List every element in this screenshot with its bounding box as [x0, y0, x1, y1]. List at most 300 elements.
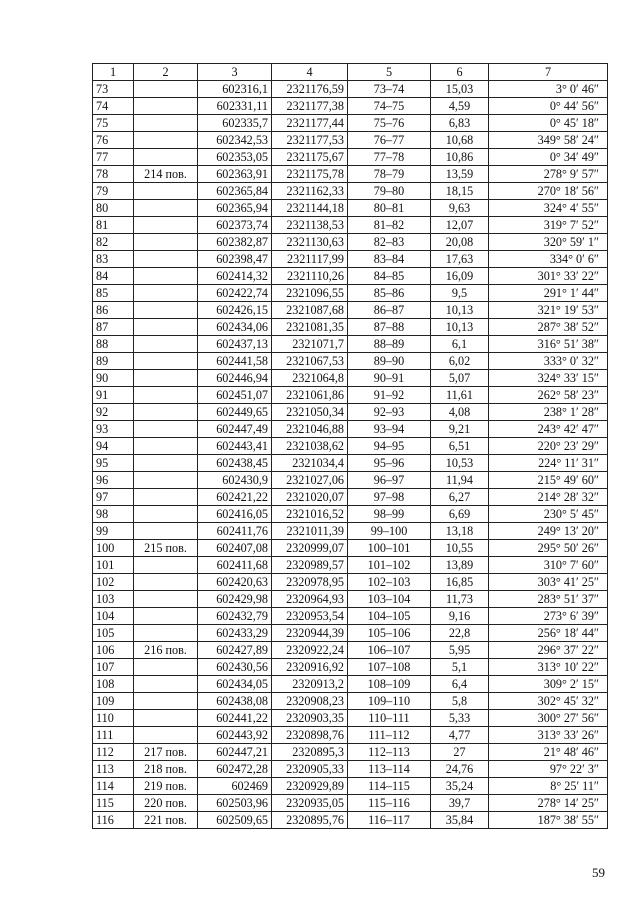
bearing-cell: 0° 44′ 56″ [489, 98, 608, 115]
point-number-cell: 112 [93, 744, 134, 761]
x-coordinate-cell: 602434,06 [198, 319, 272, 336]
point-number-cell: 81 [93, 217, 134, 234]
turn-label-cell [134, 523, 198, 540]
point-number-cell: 114 [93, 778, 134, 795]
x-coordinate-cell: 602472,28 [198, 761, 272, 778]
x-coordinate-cell: 602407,08 [198, 540, 272, 557]
length-cell: 9,16 [431, 608, 489, 625]
turn-label-cell [134, 285, 198, 302]
segment-cell: 81–82 [348, 217, 431, 234]
x-coordinate-cell: 602414,32 [198, 268, 272, 285]
x-coordinate-cell: 602469 [198, 778, 272, 795]
bearing-cell: 3° 0′ 46″ [489, 81, 608, 98]
length-cell: 6,02 [431, 353, 489, 370]
point-number-cell: 113 [93, 761, 134, 778]
bearing-cell: 214° 28′ 32″ [489, 489, 608, 506]
y-coordinate-cell: 2321110,26 [272, 268, 348, 285]
table-row [93, 268, 608, 285]
y-coordinate-cell: 2321177,38 [272, 98, 348, 115]
point-number-cell: 80 [93, 200, 134, 217]
turn-label-cell [134, 608, 198, 625]
point-number-cell: 84 [93, 268, 134, 285]
bearing-cell: 230° 5′ 45″ [489, 506, 608, 523]
x-coordinate-cell: 602416,05 [198, 506, 272, 523]
y-coordinate-cell: 2321061,86 [272, 387, 348, 404]
y-coordinate-cell: 2320978,95 [272, 574, 348, 591]
point-number-cell: 107 [93, 659, 134, 676]
x-coordinate-cell: 602363,91 [198, 166, 272, 183]
turn-label-cell [134, 591, 198, 608]
length-cell: 24,76 [431, 761, 489, 778]
length-cell: 6,1 [431, 336, 489, 353]
segment-cell: 101–102 [348, 557, 431, 574]
length-cell: 5,95 [431, 642, 489, 659]
length-cell: 5,8 [431, 693, 489, 710]
y-coordinate-cell: 2321050,34 [272, 404, 348, 421]
point-number-cell: 91 [93, 387, 134, 404]
table-row [93, 132, 608, 149]
x-coordinate-cell: 602447,49 [198, 421, 272, 438]
x-coordinate-cell: 602430,9 [198, 472, 272, 489]
bearing-cell: 21° 48′ 46″ [489, 744, 608, 761]
table-row [93, 353, 608, 370]
length-cell: 10,86 [431, 149, 489, 166]
y-coordinate-cell: 2320908,23 [272, 693, 348, 710]
segment-cell: 96–97 [348, 472, 431, 489]
turn-label-cell: 215 пов. [134, 540, 198, 557]
point-number-cell: 74 [93, 98, 134, 115]
y-coordinate-cell: 2320935,05 [272, 795, 348, 812]
segment-cell: 97–98 [348, 489, 431, 506]
bearing-cell: 243° 42′ 47″ [489, 421, 608, 438]
segment-cell: 111–112 [348, 727, 431, 744]
bearing-cell: 349° 58′ 24″ [489, 132, 608, 149]
segment-cell: 107–108 [348, 659, 431, 676]
length-cell: 11,73 [431, 591, 489, 608]
bearing-cell: 0° 45′ 18″ [489, 115, 608, 132]
length-cell: 11,94 [431, 472, 489, 489]
turn-label-cell [134, 370, 198, 387]
table-row [93, 217, 608, 234]
point-number-cell: 77 [93, 149, 134, 166]
turn-label-cell [134, 319, 198, 336]
table-row [93, 200, 608, 217]
point-number-cell: 111 [93, 727, 134, 744]
point-number-cell: 85 [93, 285, 134, 302]
point-number-cell: 78 [93, 166, 134, 183]
point-number-cell: 105 [93, 625, 134, 642]
y-coordinate-cell: 2320953,54 [272, 608, 348, 625]
length-cell: 17,63 [431, 251, 489, 268]
header-cell-3: 3 [198, 64, 272, 81]
length-cell: 10,13 [431, 319, 489, 336]
x-coordinate-cell: 602441,58 [198, 353, 272, 370]
segment-cell: 102–103 [348, 574, 431, 591]
x-coordinate-cell: 602422,74 [198, 285, 272, 302]
x-coordinate-cell: 602443,92 [198, 727, 272, 744]
bearing-cell: 334° 0′ 6″ [489, 251, 608, 268]
x-coordinate-cell: 602365,84 [198, 183, 272, 200]
x-coordinate-cell: 602441,22 [198, 710, 272, 727]
table-row [93, 795, 608, 812]
point-number-cell: 92 [93, 404, 134, 421]
point-number-cell: 96 [93, 472, 134, 489]
point-number-cell: 83 [93, 251, 134, 268]
bearing-cell: 324° 4′ 55″ [489, 200, 608, 217]
turn-label-cell: 218 пов. [134, 761, 198, 778]
x-coordinate-cell: 602421,22 [198, 489, 272, 506]
x-coordinate-cell: 602427,89 [198, 642, 272, 659]
segment-cell: 87–88 [348, 319, 431, 336]
length-cell: 20,08 [431, 234, 489, 251]
point-number-cell: 73 [93, 81, 134, 98]
turn-label-cell [134, 625, 198, 642]
x-coordinate-cell: 602411,76 [198, 523, 272, 540]
length-cell: 6,69 [431, 506, 489, 523]
bearing-cell: 296° 37′ 22″ [489, 642, 608, 659]
length-cell: 5,33 [431, 710, 489, 727]
segment-cell: 85–86 [348, 285, 431, 302]
length-cell: 9,5 [431, 285, 489, 302]
y-coordinate-cell: 2320964,93 [272, 591, 348, 608]
table-row [93, 98, 608, 115]
segment-cell: 106–107 [348, 642, 431, 659]
point-number-cell: 75 [93, 115, 134, 132]
length-cell: 10,53 [431, 455, 489, 472]
turn-label-cell [134, 472, 198, 489]
bearing-cell: 187° 38′ 55″ [489, 812, 608, 829]
segment-cell: 82–83 [348, 234, 431, 251]
turn-label-cell [134, 710, 198, 727]
bearing-cell: 324° 33′ 15″ [489, 370, 608, 387]
turn-label-cell [134, 557, 198, 574]
y-coordinate-cell: 2320903,35 [272, 710, 348, 727]
y-coordinate-cell: 2320989,57 [272, 557, 348, 574]
bearing-cell: 215° 49′ 60″ [489, 472, 608, 489]
bearing-cell: 249° 13′ 20″ [489, 523, 608, 540]
point-number-cell: 93 [93, 421, 134, 438]
bearing-cell: 0° 34′ 49″ [489, 149, 608, 166]
point-number-cell: 100 [93, 540, 134, 557]
header-cell-5: 5 [348, 64, 431, 81]
y-coordinate-cell: 2321175,67 [272, 149, 348, 166]
point-number-cell: 106 [93, 642, 134, 659]
segment-cell: 94–95 [348, 438, 431, 455]
table-row [93, 81, 608, 98]
segment-cell: 86–87 [348, 302, 431, 319]
bearing-cell: 256° 18′ 44″ [489, 625, 608, 642]
x-coordinate-cell: 602429,98 [198, 591, 272, 608]
segment-cell: 95–96 [348, 455, 431, 472]
y-coordinate-cell: 2321130,63 [272, 234, 348, 251]
y-coordinate-cell: 2321087,68 [272, 302, 348, 319]
bearing-cell: 273° 6′ 39″ [489, 608, 608, 625]
turn-label-cell: 217 пов. [134, 744, 198, 761]
segment-cell: 112–113 [348, 744, 431, 761]
table-row [93, 727, 608, 744]
y-coordinate-cell: 2321176,59 [272, 81, 348, 98]
table-row [93, 540, 608, 557]
y-coordinate-cell: 2321016,52 [272, 506, 348, 523]
x-coordinate-cell: 602434,05 [198, 676, 272, 693]
bearing-cell: 302° 45′ 32″ [489, 693, 608, 710]
x-coordinate-cell: 602365,94 [198, 200, 272, 217]
y-coordinate-cell: 2321162,33 [272, 183, 348, 200]
segment-cell: 80–81 [348, 200, 431, 217]
segment-cell: 73–74 [348, 81, 431, 98]
turn-label-cell: 221 пов. [134, 812, 198, 829]
bearing-cell: 287° 38′ 52″ [489, 319, 608, 336]
point-number-cell: 103 [93, 591, 134, 608]
turn-label-cell [134, 251, 198, 268]
y-coordinate-cell: 2320898,76 [272, 727, 348, 744]
x-coordinate-cell: 602447,21 [198, 744, 272, 761]
table-row [93, 761, 608, 778]
segment-cell: 76–77 [348, 132, 431, 149]
table-row [93, 115, 608, 132]
length-cell: 6,4 [431, 676, 489, 693]
x-coordinate-cell: 602432,79 [198, 608, 272, 625]
bearing-cell: 97° 22′ 3″ [489, 761, 608, 778]
point-number-cell: 86 [93, 302, 134, 319]
turn-label-cell [134, 387, 198, 404]
length-cell: 10,55 [431, 540, 489, 557]
table-row [93, 166, 608, 183]
point-number-cell: 76 [93, 132, 134, 149]
turn-label-cell [134, 268, 198, 285]
segment-cell: 77–78 [348, 149, 431, 166]
segment-cell: 99–100 [348, 523, 431, 540]
y-coordinate-cell: 2321067,53 [272, 353, 348, 370]
segment-cell: 74–75 [348, 98, 431, 115]
table-row [93, 489, 608, 506]
turn-label-cell [134, 217, 198, 234]
segment-cell: 89–90 [348, 353, 431, 370]
coordinates-table [92, 63, 608, 829]
point-number-cell: 94 [93, 438, 134, 455]
segment-cell: 93–94 [348, 421, 431, 438]
bearing-cell: 303° 41′ 25″ [489, 574, 608, 591]
point-number-cell: 99 [93, 523, 134, 540]
length-cell: 6,83 [431, 115, 489, 132]
table-row [93, 574, 608, 591]
table-row [93, 506, 608, 523]
segment-cell: 88–89 [348, 336, 431, 353]
x-coordinate-cell: 602449,65 [198, 404, 272, 421]
turn-label-cell [134, 727, 198, 744]
y-coordinate-cell: 2321177,44 [272, 115, 348, 132]
point-number-cell: 108 [93, 676, 134, 693]
bearing-cell: 313° 10′ 22″ [489, 659, 608, 676]
turn-label-cell: 219 пов. [134, 778, 198, 795]
point-number-cell: 110 [93, 710, 134, 727]
bearing-cell: 301° 33′ 22″ [489, 268, 608, 285]
x-coordinate-cell: 602443,41 [198, 438, 272, 455]
length-cell: 12,07 [431, 217, 489, 234]
segment-cell: 90–91 [348, 370, 431, 387]
x-coordinate-cell: 602411,68 [198, 557, 272, 574]
table-row [93, 370, 608, 387]
bearing-cell: 310° 7′ 60″ [489, 557, 608, 574]
turn-label-cell [134, 81, 198, 98]
y-coordinate-cell: 2321144,18 [272, 200, 348, 217]
table-row [93, 251, 608, 268]
point-number-cell: 101 [93, 557, 134, 574]
table-row [93, 421, 608, 438]
table-row [93, 183, 608, 200]
y-coordinate-cell: 2321038,62 [272, 438, 348, 455]
x-coordinate-cell: 602353,05 [198, 149, 272, 166]
length-cell: 9,21 [431, 421, 489, 438]
bearing-cell: 321° 19′ 53″ [489, 302, 608, 319]
y-coordinate-cell: 2321096,55 [272, 285, 348, 302]
header-cell-4: 4 [272, 64, 348, 81]
header-cell-6: 6 [431, 64, 489, 81]
table-row [93, 710, 608, 727]
y-coordinate-cell: 2321020,07 [272, 489, 348, 506]
table-row [93, 557, 608, 574]
length-cell: 5,07 [431, 370, 489, 387]
table-row [93, 455, 608, 472]
y-coordinate-cell: 2320922,24 [272, 642, 348, 659]
point-number-cell: 89 [93, 353, 134, 370]
x-coordinate-cell: 602420,63 [198, 574, 272, 591]
segment-cell: 110–111 [348, 710, 431, 727]
segment-cell: 103–104 [348, 591, 431, 608]
bearing-cell: 320° 59′ 1″ [489, 234, 608, 251]
turn-label-cell [134, 149, 198, 166]
x-coordinate-cell: 602398,47 [198, 251, 272, 268]
turn-label-cell [134, 336, 198, 353]
y-coordinate-cell: 2321064,8 [272, 370, 348, 387]
header-cell-7: 7 [489, 64, 608, 81]
bearing-cell: 278° 9′ 57″ [489, 166, 608, 183]
turn-label-cell [134, 98, 198, 115]
turn-label-cell [134, 489, 198, 506]
segment-cell: 109–110 [348, 693, 431, 710]
length-cell: 6,51 [431, 438, 489, 455]
table-row [93, 336, 608, 353]
table-row [93, 523, 608, 540]
length-cell: 4,08 [431, 404, 489, 421]
length-cell: 4,59 [431, 98, 489, 115]
x-coordinate-cell: 602438,45 [198, 455, 272, 472]
table-row [93, 625, 608, 642]
table-row [93, 438, 608, 455]
x-coordinate-cell: 602509,65 [198, 812, 272, 829]
bearing-cell: 295° 50′ 26″ [489, 540, 608, 557]
bearing-cell: 319° 7′ 52″ [489, 217, 608, 234]
table-row [93, 285, 608, 302]
point-number-cell: 115 [93, 795, 134, 812]
segment-cell: 79–80 [348, 183, 431, 200]
turn-label-cell [134, 404, 198, 421]
header-row [93, 64, 608, 81]
y-coordinate-cell: 2321117,99 [272, 251, 348, 268]
bearing-cell: 278° 14′ 25″ [489, 795, 608, 812]
length-cell: 16,85 [431, 574, 489, 591]
segment-cell: 113–114 [348, 761, 431, 778]
point-number-cell: 109 [93, 693, 134, 710]
point-number-cell: 90 [93, 370, 134, 387]
length-cell: 13,59 [431, 166, 489, 183]
turn-label-cell: 216 пов. [134, 642, 198, 659]
bearing-cell: 309° 2′ 15″ [489, 676, 608, 693]
table-row [93, 744, 608, 761]
bearing-cell: 300° 27′ 56″ [489, 710, 608, 727]
turn-label-cell [134, 506, 198, 523]
turn-label-cell [134, 234, 198, 251]
table-row [93, 693, 608, 710]
length-cell: 5,1 [431, 659, 489, 676]
bearing-cell: 291° 1′ 44″ [489, 285, 608, 302]
turn-label-cell [134, 421, 198, 438]
table-row [93, 676, 608, 693]
turn-label-cell [134, 455, 198, 472]
bearing-cell: 262° 58′ 23″ [489, 387, 608, 404]
table-row [93, 812, 608, 829]
segment-cell: 116–117 [348, 812, 431, 829]
x-coordinate-cell: 602426,15 [198, 302, 272, 319]
turn-label-cell [134, 574, 198, 591]
turn-label-cell [134, 183, 198, 200]
table-row [93, 387, 608, 404]
y-coordinate-cell: 2320895,3 [272, 744, 348, 761]
segment-cell: 84–85 [348, 268, 431, 285]
x-coordinate-cell: 602335,7 [198, 115, 272, 132]
y-coordinate-cell: 2320895,76 [272, 812, 348, 829]
turn-label-cell: 220 пов. [134, 795, 198, 812]
length-cell: 35,24 [431, 778, 489, 795]
segment-cell: 115–116 [348, 795, 431, 812]
segment-cell: 83–84 [348, 251, 431, 268]
bearing-cell: 316° 51′ 38″ [489, 336, 608, 353]
y-coordinate-cell: 2321034,4 [272, 455, 348, 472]
length-cell: 13,18 [431, 523, 489, 540]
segment-cell: 105–106 [348, 625, 431, 642]
x-coordinate-cell: 602430,56 [198, 659, 272, 676]
turn-label-cell [134, 676, 198, 693]
length-cell: 4,77 [431, 727, 489, 744]
x-coordinate-cell: 602503,96 [198, 795, 272, 812]
point-number-cell: 87 [93, 319, 134, 336]
x-coordinate-cell: 602433,29 [198, 625, 272, 642]
x-coordinate-cell: 602438,08 [198, 693, 272, 710]
segment-cell: 78–79 [348, 166, 431, 183]
x-coordinate-cell: 602331,11 [198, 98, 272, 115]
y-coordinate-cell: 2321177,53 [272, 132, 348, 149]
segment-cell: 100–101 [348, 540, 431, 557]
length-cell: 13,89 [431, 557, 489, 574]
x-coordinate-cell: 602373,74 [198, 217, 272, 234]
bearing-cell: 8° 25′ 11″ [489, 778, 608, 795]
y-coordinate-cell: 2321046,88 [272, 421, 348, 438]
length-cell: 15,03 [431, 81, 489, 98]
y-coordinate-cell: 2320999,07 [272, 540, 348, 557]
point-number-cell: 98 [93, 506, 134, 523]
length-cell: 35,84 [431, 812, 489, 829]
turn-label-cell [134, 438, 198, 455]
turn-label-cell [134, 693, 198, 710]
turn-label-cell [134, 353, 198, 370]
segment-cell: 75–76 [348, 115, 431, 132]
point-number-cell: 102 [93, 574, 134, 591]
x-coordinate-cell: 602342,53 [198, 132, 272, 149]
y-coordinate-cell: 2321138,53 [272, 217, 348, 234]
point-number-cell: 104 [93, 608, 134, 625]
table-row [93, 234, 608, 251]
table-row [93, 659, 608, 676]
